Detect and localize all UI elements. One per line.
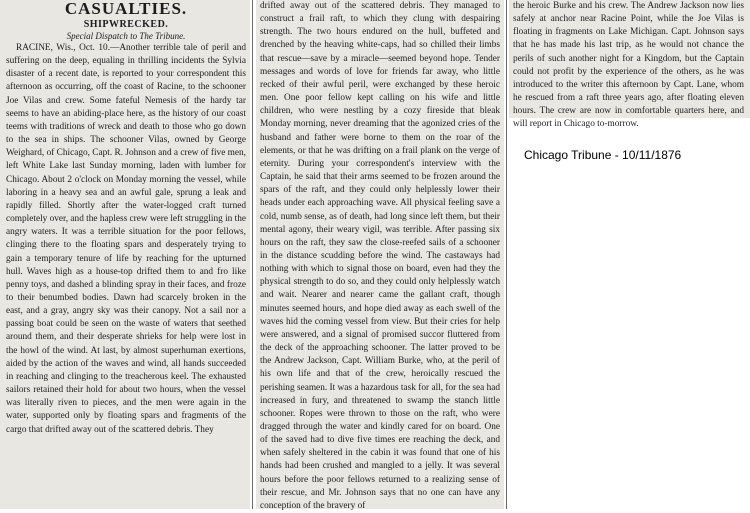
subhead: SHIPWRECKED. — [83, 19, 169, 30]
article-text-column-1: RACINE, Wis., Oct. 10.—Another terrible tale of peril and suffering on the deep, equaling in thrilling incidents the Sylvia disaster of a recent date, is reported to your correspondent this afternoon as occurring, off the coast of Racine, to the schooner Joe Vilas and crew. Some fateful Nemesis of the hardy tar seems to have an abiding-place here, as the history of our coast teems with traditions of wreck and death to those who go down to the sea in ships. The schooner Vilas, owned by George Weighard, of Chicago, Capt. R. Johnson and a crew of five men, left White Lake last Sunday morning, laden with lumber for Chicago. About 2 o'clock on Monday morning the vessel, while laboring in a heavy sea and an awful gale, sprung a leak and rapidly filled. Shortly after the water-logged craft turned completely over, and the hapless crew were left struggling in the angry waters. It was a terrible situation for the poor fellows, clinging there to the floating spars and desperately trying to gain a temporary tenure of life by reaching for the upturned hull. Waves high as a house-top drifted them to and fro like penny toys, and dashed a blinding spray in their faces, and froze to their benumbed bodies. Dawn had scarcely broken in the east, and a gray, angry sky was their canopy. Not a sail nor a passing boat could be seen on the waste of waters that seethed around them, and their desperate shrieks for help were lost in the howl of the wind. At last, by almost superhuman exertions, aided by the action of the waves and wind, all hands succeeded in reaching and clinging to the treacherous keel. The exhausted sailors retained their hold for about two hours, when the vessel was literally riven to pieces, and the men were again in the water, supported only by floating spars and fragments of the cargo that drifted away out of the scattered debris. They — [6, 43, 246, 435]
article-column-2 — [256, 0, 504, 509]
headline: CASUALTIES. — [64, 0, 188, 18]
article-column-3 — [509, 0, 750, 130]
source-caption: Chicago Tribune - 10/11/1876 — [524, 148, 682, 162]
dispatch-line: Special Dispatch to The Tribune. — [66, 31, 186, 41]
article-text-column-2: drifted away out of the scattered debris. They managed to construct a frail raft, to which they clung with despairing strength. The two hours endured on the hull, buffeted and drenched by the heaving white-caps, had so chilled their limbs that rescue—save by a miracle—seemed beyond hope. Tender messages and words of love for friends far away, who little recked of their awful peril, were exchanged by these heroic men. One poor fellow kept calling on his wife and little children, who were nestling by a cozy fireside that bleak Monday morning, never dreaming that the agonized cries of the husband and father were borne to them on the roar of the elements, or that he was drifting on a frail plank on the verge of eternity. During your correspondent's interview with the Captain, he said that their arms seemed to be frozen around the spars of the raft, and they could only helplessly lower their heads under each approaching wave. All physical feeling save a cold, numb sense, as of death, had long since left them, but their mental agony, their weary vigil, was terrible. After passing six hours on the raft, they saw the close-reefed sails of a schooner in the distance scudding before the wind. The castaways had nothing with which to signal those on board, even had they the physical strength to do so, and they could only helplessly watch and wait. Nearer and nearer came the gallant craft, though minutes seemed hours, and hope died away as each swell of the waves hid the coming vessel from view. But their cries for help were answered, and a signal of promised succor fluttered from the deck of the approaching schooner. The latter proved to be the Andrew Jackson, Capt. William Burke, who, at the peril of his own life and that of the crew, heroically rescued the perishing seamen. It was a hazardous task for all, for the sea had increased in fury, and threatened to swamp the stanch little schooner. Ropes were thrown to those on the raft, who were dragged through the water and kindly cared for on board. One of the saved had to dive five times ere reaching the deck, and when safely sheltered in the cabin it was found that one of his hands had been crushed and mangled to a jelly. It was several hours before the poor fellows returned to a realizing sense of their rescue, and Mr. Johnson says that no one can have any conception of the bravery of — [260, 1, 500, 511]
article-text-column-3: the heroic Burke and his crew. The Andrew Jackson now lies safely at anchor near Racine Point, while the Joe Vilas is floating in fragments on Lake Michigan. Capt. Johnson says that he has made his last trip, as he would not chance the perils of such another night for a Kingdom, but the Captain could not profit by the experience of the others, as he was introduced to the writer this afternoon by Capt. Lane, whom he rescued from a raft three years ago, after floating eleven hours. The crew are now in comfortable quarters here, and will report in Chicago to-morrow. — [513, 1, 744, 130]
column-rule — [252, 0, 253, 509]
column-rule — [506, 0, 507, 509]
article-column-1 — [0, 0, 250, 509]
